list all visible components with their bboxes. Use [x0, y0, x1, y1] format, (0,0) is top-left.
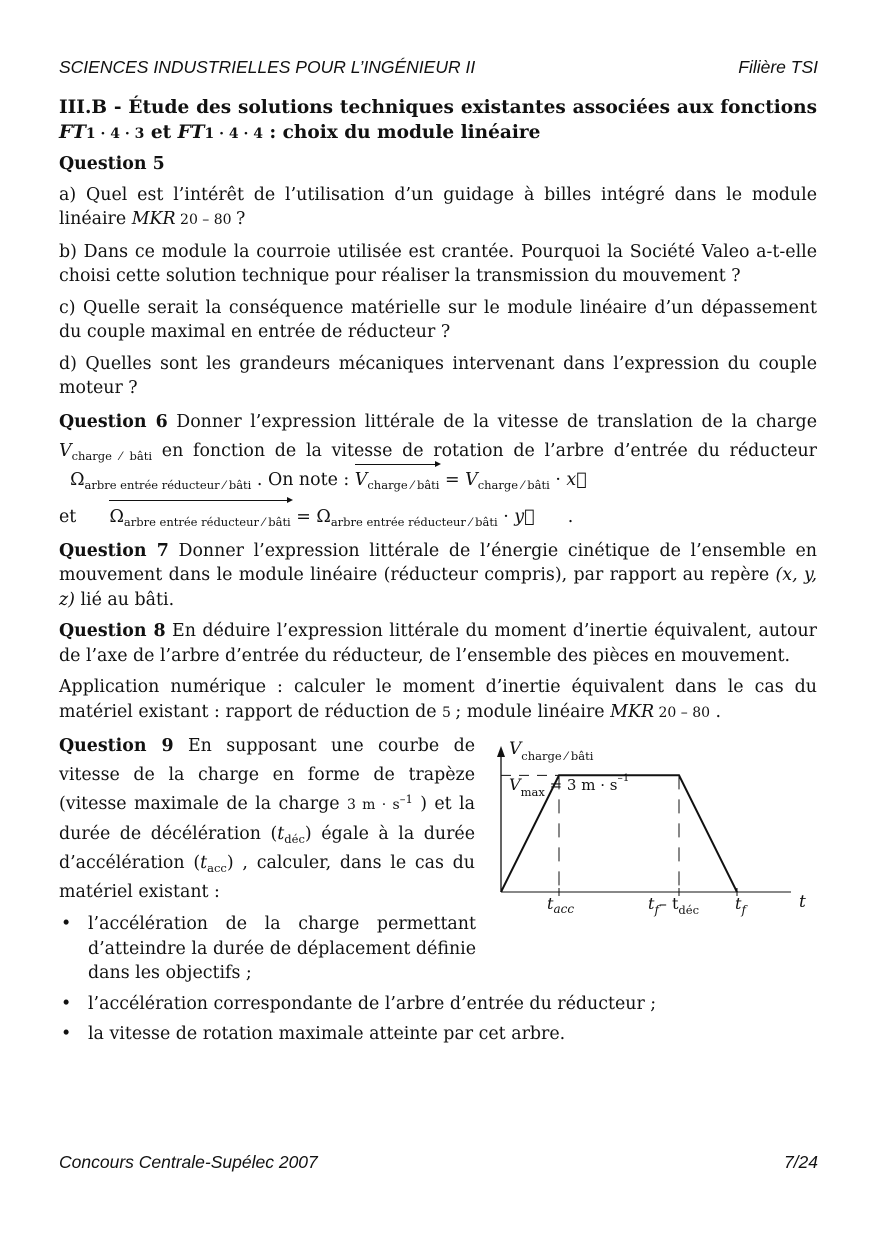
question-6-omega-line [59, 502, 817, 532]
ft2-label: FT [177, 121, 205, 143]
q6-vector-v [355, 466, 440, 495]
q5a-model: MKR [131, 209, 176, 229]
question-9: Question 9 En supposant une courbe de vitesse de la charge en forme de trapèze (vitesse maximale de la charge 3 $m \cdot s^{-1}$ ) et la durée de décélération $(t_{déc})$ égale à la durée d’accélération $(t_{acc})$ , calculer, dans le cas du matériel existant : [59, 736, 476, 902]
q6-vec-omega-symbol: Ω [109, 506, 124, 527]
q8-app-text1: Application numérique : calculer le moment d’inertie équivalent dans le cas du matériel existant : rapport de réduction de [59, 677, 817, 722]
q6-equals: = [439, 469, 466, 490]
ft2-number: 1 · 4 · 4 [204, 125, 263, 142]
bullet-2-text: l’accélération correspondante de l’arbre d’entrée du réducteur ; [88, 993, 657, 1014]
q6-text3: . On note : [251, 469, 355, 490]
q6-equals-2: = [290, 506, 317, 527]
q6-dot: · [549, 469, 567, 490]
q9-tacc-t: t [200, 853, 208, 873]
q9-tdec-sub: déc [284, 832, 305, 846]
q7-text2: lié au bâti. [74, 589, 175, 610]
q9-text1: En supposant une courbe de vitesse de la charge en forme de trapèze (vitesse maximale de la charge [59, 736, 476, 814]
section-title [59, 96, 817, 146]
vmax-label: $V_{max} = 3$ $m \cdot s^{-1}$ [509, 772, 630, 799]
q5a-text: a) Quel est l’intérêt de l’utilisation d’un guidage à billes intégré dans le module linéaire [59, 184, 817, 229]
section-title-and: et [144, 121, 178, 143]
q6-and: et [59, 506, 82, 527]
q6-v-symbol: V [59, 440, 72, 461]
question-5b: b) Dans ce module la courroie utilisée est crantée. Pourquoi la Société Valeo a-t-elle choisi cette solution technique pour réaliser la transmission du mouvement ? [59, 241, 817, 286]
q6-y-vector: y ⃗ [514, 507, 534, 527]
question-7-heading: Question 7 [59, 540, 169, 561]
q8-model: MKR [610, 701, 655, 722]
q6-end: . [562, 506, 574, 527]
question-9-block [59, 732, 817, 1047]
question-9-heading: Question 9 [59, 736, 174, 756]
footer-contest: Concours Centrale-Supélec 2007 [59, 1152, 318, 1172]
q8-app-end: . [710, 701, 722, 722]
question-6-heading: Question 6 [59, 411, 168, 432]
question-5c: c) Quelle serait la conséquence matérielle sur le module linéaire d’un dépassement du couple maximal en entrée de réducteur ? [59, 297, 817, 342]
section-title-text: III.B - Étude des solutions techniques existantes associées aux fonctions [59, 97, 817, 118]
q9-tdec-t: t [277, 824, 285, 844]
q9-text2: ) et la durée de décélération [59, 794, 475, 844]
q9-vmax-exponent: –1 [399, 792, 413, 806]
q8-ratio: 5 [442, 704, 456, 721]
q6-x-vector: x ⃗ [566, 470, 586, 490]
y-axis-label: $V_{charge ⁄ bâti}$ [509, 739, 594, 763]
section-title-end: : choix du module linéaire [262, 121, 541, 143]
list-item [59, 992, 817, 1017]
q6-vec-omega-subscript: arbre entrée réducteur ⁄ bâti [123, 514, 291, 529]
question-9-bullets [59, 912, 817, 1047]
page-number: 7/24 [783, 1152, 818, 1172]
q8-app-text2: ; module linéaire [455, 701, 611, 722]
q6-text2: en fonction de la vitesse de rotation de l’arbre d’entrée du réducteur [152, 440, 817, 461]
q6-dot-2: · [497, 506, 515, 527]
question-7 [59, 539, 817, 613]
tick-label-tf-tdec: $t_f-$ $t_{déc}$ [648, 894, 700, 917]
ft1-label: FT [59, 121, 86, 143]
list-item [59, 912, 476, 986]
question-5d: d) Quelles sont les grandeurs mécaniques intervenant dans l’expression du couple moteur ? [59, 353, 817, 398]
tick-label-tf: $t_f$ [735, 894, 746, 917]
question-9-text [59, 732, 475, 907]
question-8-application [59, 675, 817, 725]
q6-text1: Donner l’expression littérale de la vitesse de translation de la charge [167, 411, 817, 432]
q5a-suffix: ? [236, 209, 246, 229]
q6-v-rhs-subscript: charge ⁄ bâti [477, 477, 550, 492]
tick-label-tacc: $t_{acc}$ [547, 894, 575, 916]
list-item [59, 1022, 817, 1047]
q8-model-num: 20 – 80 [654, 704, 711, 721]
bullet-3-text: la vitesse de rotation maximale atteinte par cet arbre. [88, 1024, 566, 1044]
q9-tacc-sub: acc [207, 861, 227, 875]
ft1-number: 1 · 4 · 3 [85, 125, 145, 142]
q6-omega-rhs-subscript: arbre entrée réducteur ⁄ bâti [330, 514, 498, 529]
q9-text3: égale à la durée d’accélération [59, 824, 475, 873]
q9-vmax-value: 3 m · s [346, 797, 400, 813]
velocity-trapezoid-chart [491, 732, 821, 922]
q6-v-subscript: charge ⁄ bâti [71, 448, 153, 463]
y-axis-arrow [497, 746, 505, 757]
q9-text4: , calculer, dans le cas du matériel existant : [59, 853, 475, 902]
x-axis-label: t [799, 892, 806, 912]
page-footer [59, 1152, 818, 1173]
q6-omega-rhs: Ω [316, 506, 331, 527]
q6-omega-symbol: Ω [70, 469, 85, 490]
question-6 [59, 408, 817, 495]
q6-v-rhs: V [465, 469, 478, 490]
question-5a [59, 183, 817, 233]
q6-vec-v-symbol: V [354, 469, 368, 490]
q8-text: En déduire l’expression littérale du moment d’inertie équivalent, autour de l’axe de l’arbre d’entrée du réducteur, de l’ensemble des pièces en mouvement. [59, 621, 817, 666]
header-track: Filière TSI [738, 57, 818, 77]
page-content [59, 96, 817, 1053]
question-8 [59, 619, 817, 668]
q7-frame: (x, y, z) [59, 565, 817, 610]
q5a-model-num: 20 – 80 [175, 212, 237, 228]
q6-vec-v-subscript: charge ⁄ bâti [367, 477, 440, 492]
bullet-1-text: l’accélération de la charge permettant d’atteindre la durée de déplacement définie dans les objectifs ; [88, 914, 476, 983]
q7-text: Donner l’expression littérale de l’énergie cinétique de l’ensemble en mouvement dans le module linéaire (réducteur compris), par rapport au repère [59, 540, 818, 585]
question-5-heading: Question 5 [59, 154, 165, 174]
page-header [59, 57, 818, 78]
q6-vector-omega [109, 502, 290, 532]
header-course-title: SCIENCES INDUSTRIELLES POUR L’INGÉNIEUR II [59, 57, 476, 77]
question-8-heading: Question 8 [59, 621, 166, 641]
q6-omega-subscript: arbre entrée réducteur ⁄ bâti [84, 477, 252, 492]
